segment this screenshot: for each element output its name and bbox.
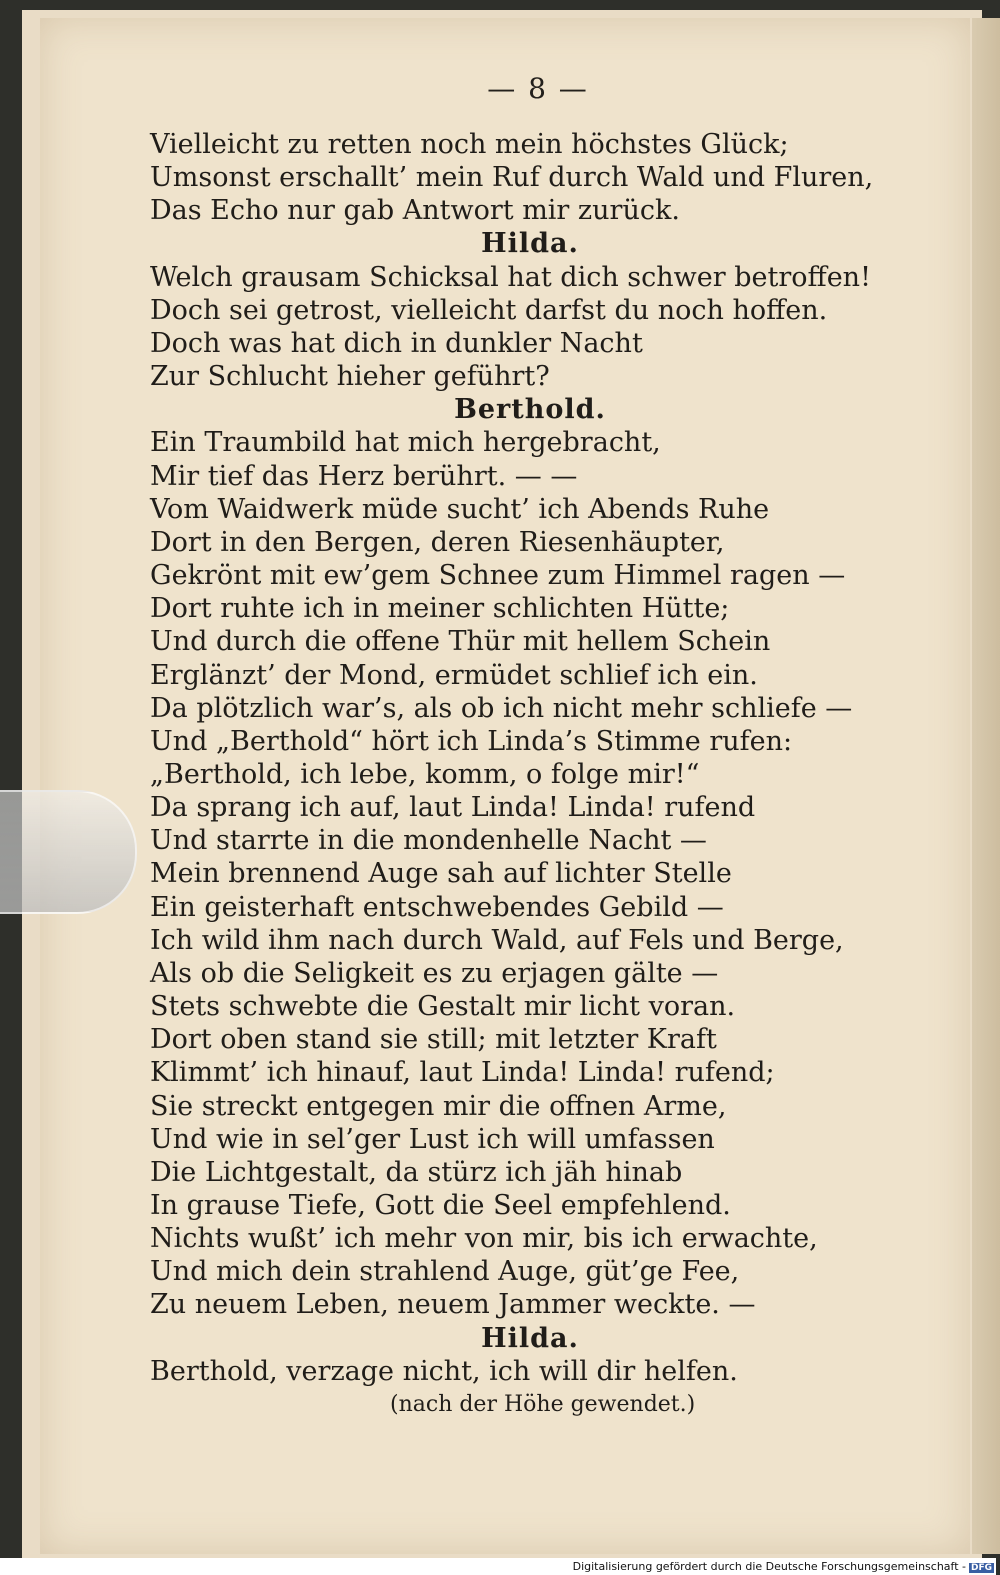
verse-line: Sie streckt entgegen mir die offnen Arme, — [150, 1090, 727, 1122]
verse-line: In grause Tiefe, Gott die Seel empfehlend. — [150, 1190, 731, 1221]
verse-line: Erglänzt’ der Mond, ermüdet schlief ich ein. — [150, 659, 758, 691]
verse-line: Das Echo nur gab Antwort mir zurück. — [150, 195, 680, 227]
verse-line: Nichts wußt’ ich mehr von mir, bis ich erwachte, — [150, 1223, 818, 1255]
footer-credit-text: Digitalisierung gefördert durch die Deutsche Forschungsgemeinschaft - — [572, 1560, 966, 1573]
verse-line: Ein Traumbild hat mich hergebracht, — [150, 427, 661, 459]
page-number: — 8 — — [487, 72, 589, 105]
verse-line: Mir tief das Herz berührt. — — — [150, 460, 578, 492]
verse-line: Stets schwebte die Gestalt mir licht voran. — [150, 991, 736, 1023]
verse-line: Und mich dein strahlend Auge, güt’ge Fee, — [150, 1256, 740, 1288]
next-page-edge — [972, 18, 1000, 1554]
verse-line: Da plötzlich war’s, als ob ich nicht mehr schliefe — — [150, 692, 853, 724]
dfg-logo-icon: DFG — [970, 1563, 992, 1573]
verse-line: Vielleicht zu retten noch mein höchstes Glück; — [150, 129, 789, 160]
verse-line: Die Lichtgestalt, da stürz ich jäh hinab — [150, 1156, 683, 1188]
verse-line: Da sprang ich auf, laut Linda! Linda! rufend — [150, 792, 756, 824]
verse-line: Dort ruhte ich in meiner schlichten Hütte; — [150, 593, 730, 625]
speaker-name: Hilda. — [481, 1322, 579, 1354]
text-block — [150, 128, 910, 1421]
verse-line: Zu neuem Leben, neuem Jammer weckte. — — [150, 1289, 756, 1321]
page-clip — [0, 790, 137, 914]
verse-line: Zur Schlucht hieher geführt? — [150, 361, 550, 393]
verse-line: Und „Berthold“ hört ich Linda’s Stimme rufen: — [150, 725, 793, 757]
verse-line: Dort in den Bergen, deren Riesenhäupter, — [150, 526, 725, 558]
verse-line: Und starrte in die mondenhelle Nacht — — [150, 825, 707, 857]
verse-line: Umsonst erschallt’ mein Ruf durch Wald und Fluren, — [150, 162, 874, 194]
verse-line: „Berthold, ich lebe, komm, o folge mir!“ — [150, 758, 700, 790]
verse-line: Dort oben stand sie still; mit letzter Kraft — [150, 1024, 717, 1056]
verse-line: Doch was hat dich in dunkler Nacht — [150, 327, 643, 359]
verse-line: Und wie in sel’ger Lust ich will umfassen — [150, 1123, 715, 1155]
verse-line: Berthold, verzage nicht, ich will dir helfen. — [150, 1355, 738, 1387]
speaker-name: Berthold. — [454, 394, 606, 426]
verse-line: Und durch die offene Thür mit hellem Schein — [150, 626, 771, 658]
verse-line: Als ob die Seligkeit es zu erjagen gälte — — [150, 957, 719, 989]
stage-direction: (nach der Höhe gewendet.) — [390, 1391, 696, 1417]
verse-line: Ein geisterhaft entschwebendes Gebild — — [150, 891, 724, 923]
verse-line: Welch grausam Schicksal hat dich schwer betroffen! — [150, 261, 871, 293]
verse-line: Mein brennend Auge sah auf lichter Stelle — [150, 858, 732, 890]
verse-line: Ich wild ihm nach durch Wald, auf Fels und Berge, — [150, 924, 844, 956]
speaker-name: Hilda. — [481, 228, 579, 260]
verse-line: Gekrönt mit ew’gem Schnee zum Himmel ragen — — [150, 560, 846, 592]
footer-credit — [573, 1560, 994, 1573]
verse-line: Doch sei getrost, vielleicht darfst du noch hoffen. — [150, 294, 828, 326]
verse-line: Klimmt’ ich hinauf, laut Linda! Linda! rufend; — [150, 1057, 775, 1089]
verse-line: Vom Waidwerk müde sucht’ ich Abends Ruhe — [150, 493, 770, 525]
